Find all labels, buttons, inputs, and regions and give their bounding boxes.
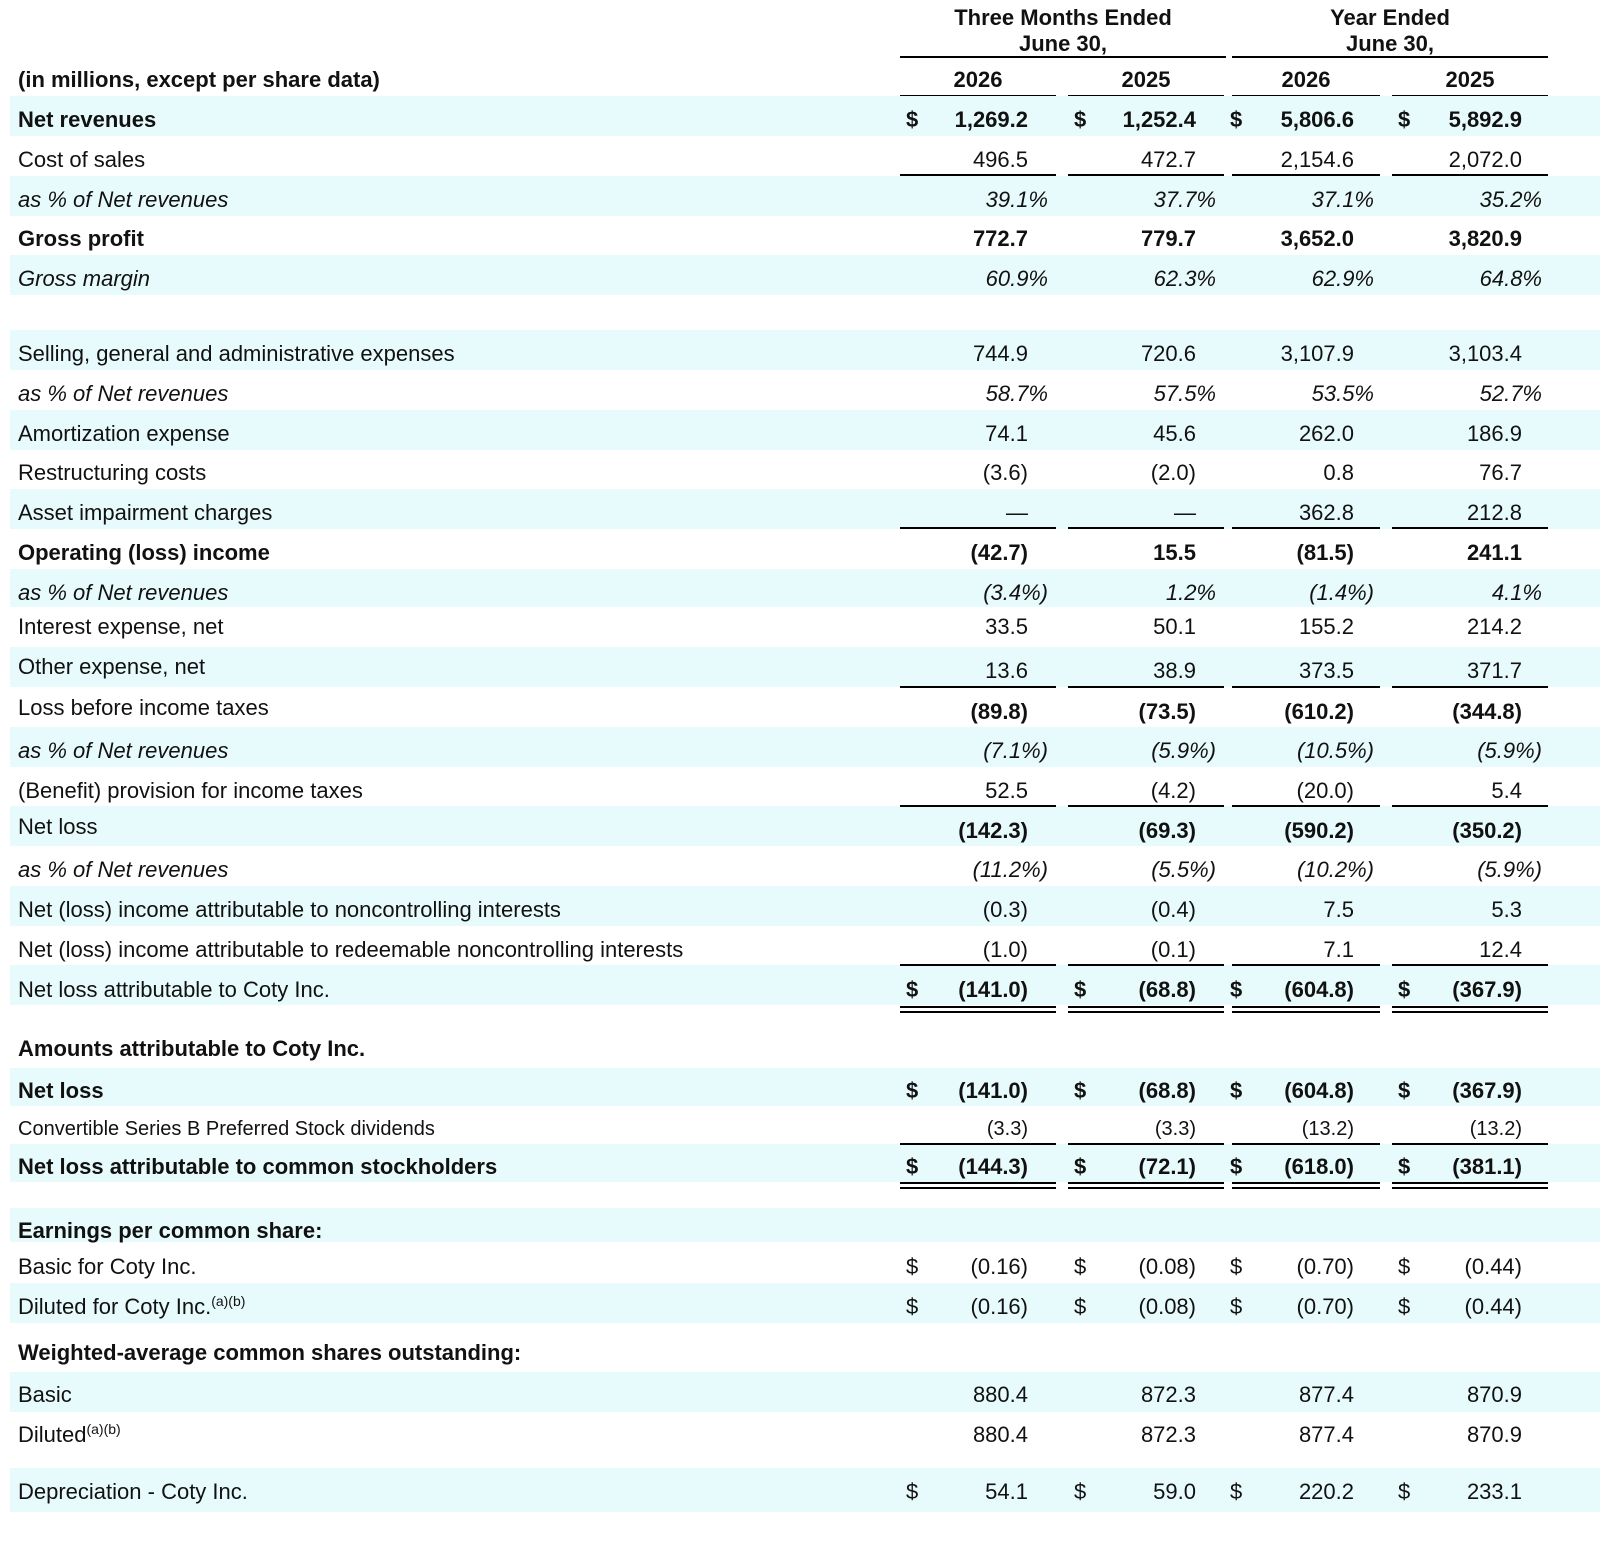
row-label bbox=[18, 147, 145, 173]
value-cell: 62.3% bbox=[1153, 266, 1216, 291]
subtotal-rule bbox=[1068, 174, 1224, 176]
subtotal-rule bbox=[1232, 686, 1380, 688]
value-cell: 2,072.0 bbox=[1448, 147, 1522, 172]
value-cell: (1.0) bbox=[982, 937, 1028, 962]
row-label bbox=[18, 695, 269, 721]
value-cell: (89.8) bbox=[970, 699, 1028, 724]
row-label bbox=[18, 1340, 521, 1366]
value-cell: 58.7% bbox=[985, 381, 1048, 406]
subtotal-rule bbox=[1232, 805, 1380, 807]
value-cell: (81.5) bbox=[1296, 540, 1354, 565]
value-cell: 2,154.6 bbox=[1280, 147, 1354, 172]
value-cell: (13.2) bbox=[1469, 1118, 1522, 1140]
currency-symbol: $ bbox=[906, 1479, 919, 1504]
value-cell: 0.8 bbox=[1323, 460, 1354, 485]
column-group-subtitle: June 30, bbox=[1345, 31, 1435, 56]
value-cell: 57.5% bbox=[1153, 381, 1216, 406]
row-label bbox=[18, 187, 228, 213]
value-cell: 371.7 bbox=[1466, 658, 1522, 683]
subtotal-rule bbox=[1232, 527, 1380, 529]
row-label bbox=[18, 107, 156, 133]
row-label bbox=[18, 1254, 197, 1280]
value-cell: (20.0) bbox=[1296, 778, 1354, 803]
row-label bbox=[18, 341, 455, 367]
value-cell: (0.16) bbox=[970, 1254, 1028, 1279]
row-label-text: Net revenues bbox=[18, 107, 157, 132]
row-label-text: Interest expense, net bbox=[18, 614, 224, 639]
column-year-header: 2025 bbox=[1445, 67, 1495, 92]
currency-symbol: $ bbox=[1074, 1254, 1087, 1279]
value-cell: (0.44) bbox=[1464, 1254, 1522, 1279]
value-cell: (0.44) bbox=[1464, 1294, 1522, 1319]
row-label-text: Selling, general and administrative expenses bbox=[18, 341, 455, 366]
value-cell: (0.70) bbox=[1296, 1254, 1354, 1279]
row-label bbox=[18, 1078, 104, 1104]
currency-symbol: $ bbox=[906, 1254, 919, 1279]
value-cell: 53.5% bbox=[1311, 381, 1374, 406]
row-label bbox=[18, 778, 363, 804]
row-label bbox=[18, 937, 683, 963]
column-year-header: 2026 bbox=[1281, 67, 1331, 92]
value-cell: 45.6 bbox=[1153, 421, 1196, 446]
subtotal-rule bbox=[1068, 527, 1224, 529]
value-cell: 7.1 bbox=[1323, 937, 1354, 962]
currency-symbol: $ bbox=[906, 977, 919, 1002]
subtotal-rule bbox=[1392, 527, 1548, 529]
currency-symbol: $ bbox=[906, 1078, 919, 1103]
value-cell: (42.7) bbox=[970, 540, 1028, 565]
subtotal-rule bbox=[1392, 686, 1548, 688]
value-cell: 241.1 bbox=[1466, 540, 1522, 565]
row-label-text: Gross profit bbox=[18, 226, 144, 251]
value-cell: 38.9 bbox=[1153, 658, 1196, 683]
value-cell: 5.3 bbox=[1491, 897, 1522, 922]
value-cell: (5.5%) bbox=[1151, 857, 1216, 882]
value-cell: (0.08) bbox=[1138, 1254, 1196, 1279]
subtotal-rule bbox=[1392, 174, 1548, 176]
value-cell: 1,252.4 bbox=[1122, 107, 1196, 132]
row-label-text: as % of Net revenues bbox=[18, 187, 229, 212]
value-cell: (10.5%) bbox=[1296, 738, 1374, 763]
value-cell: (367.9) bbox=[1452, 977, 1522, 1002]
value-cell: (350.2) bbox=[1452, 818, 1522, 843]
value-cell: 52.7% bbox=[1479, 381, 1542, 406]
value-cell: 220.2 bbox=[1298, 1479, 1354, 1504]
value-cell: — bbox=[1006, 500, 1028, 525]
value-cell: 870.9 bbox=[1466, 1422, 1522, 1447]
value-cell: (2.0) bbox=[1150, 460, 1196, 485]
row-label bbox=[18, 1294, 245, 1320]
value-cell: (0.16) bbox=[970, 1294, 1028, 1319]
row-label-text: (Benefit) provision for income taxes bbox=[18, 778, 363, 803]
value-cell: 872.3 bbox=[1140, 1382, 1196, 1407]
row-label-text: Basic bbox=[18, 1382, 72, 1407]
value-cell: (381.1) bbox=[1452, 1154, 1522, 1179]
row-label-text: Net (loss) income attributable to noncontrolling interests bbox=[18, 897, 561, 922]
row-label bbox=[18, 266, 150, 292]
row-label-text: Asset impairment charges bbox=[18, 500, 273, 525]
row-label bbox=[18, 1036, 365, 1062]
subtotal-rule bbox=[1232, 1143, 1380, 1145]
row-label-text: as % of Net revenues bbox=[18, 857, 229, 882]
row-label-text: Restructuring costs bbox=[18, 460, 207, 485]
value-cell: (73.5) bbox=[1138, 699, 1196, 724]
value-cell: 7.5 bbox=[1323, 897, 1354, 922]
row-label-text: as % of Net revenues bbox=[18, 580, 229, 605]
value-cell: 35.2% bbox=[1479, 187, 1542, 212]
row-label bbox=[18, 580, 228, 606]
value-cell: (590.2) bbox=[1284, 818, 1354, 843]
column-year-header: 2025 bbox=[1121, 67, 1171, 92]
row-label bbox=[18, 738, 228, 764]
column-group-subtitle: June 30, bbox=[1018, 31, 1108, 56]
currency-symbol: $ bbox=[1398, 1154, 1411, 1179]
value-cell: 15.5 bbox=[1153, 540, 1196, 565]
value-cell: 362.8 bbox=[1298, 500, 1354, 525]
subtotal-rule bbox=[900, 1143, 1056, 1145]
row-label bbox=[18, 614, 223, 640]
value-cell: 744.9 bbox=[972, 341, 1028, 366]
subtotal-rule bbox=[1232, 964, 1380, 966]
group-rule bbox=[1232, 56, 1548, 58]
currency-symbol: $ bbox=[906, 1294, 919, 1319]
row-label-text: Basic for Coty Inc. bbox=[18, 1254, 197, 1279]
value-cell: (5.9%) bbox=[1477, 857, 1542, 882]
value-cell: 496.5 bbox=[972, 147, 1028, 172]
row-label bbox=[18, 540, 270, 566]
value-cell: 5.4 bbox=[1491, 778, 1522, 803]
column-group-title: Three Months Ended bbox=[954, 5, 1172, 30]
subtotal-rule bbox=[1392, 964, 1548, 966]
value-cell: 155.2 bbox=[1298, 614, 1354, 639]
subtotal-rule bbox=[900, 805, 1056, 807]
total-double-rule bbox=[1068, 1182, 1224, 1189]
row-label bbox=[18, 857, 228, 883]
value-cell: (3.4%) bbox=[983, 580, 1048, 605]
row-label bbox=[18, 460, 206, 486]
value-cell: 1,269.2 bbox=[954, 107, 1028, 132]
value-cell: 54.1 bbox=[985, 1479, 1028, 1504]
row-label-text: Other expense, net bbox=[18, 654, 206, 679]
row-label-text: Amortization expense bbox=[18, 421, 230, 446]
footnote-marker: (a)(b) bbox=[86, 1421, 121, 1437]
value-cell: 12.4 bbox=[1479, 937, 1522, 962]
subtotal-rule bbox=[900, 174, 1056, 176]
value-cell: (3.3) bbox=[1154, 1118, 1196, 1140]
row-label-text: Net loss attributable to Coty Inc. bbox=[18, 977, 330, 1002]
value-cell: 59.0 bbox=[1153, 1479, 1196, 1504]
value-cell: (604.8) bbox=[1284, 1078, 1354, 1103]
row-label-text: Convertible Series B Preferred Stock dividends bbox=[18, 1118, 435, 1140]
value-cell: 37.7% bbox=[1153, 187, 1216, 212]
value-cell: (0.4) bbox=[1150, 897, 1196, 922]
value-cell: — bbox=[1174, 500, 1196, 525]
units-label: (in millions, except per share data) bbox=[18, 67, 380, 92]
currency-symbol: $ bbox=[1074, 107, 1087, 132]
value-cell: (618.0) bbox=[1284, 1154, 1354, 1179]
value-cell: 262.0 bbox=[1298, 421, 1354, 446]
currency-symbol: $ bbox=[1074, 1294, 1087, 1319]
total-double-rule bbox=[900, 1182, 1056, 1189]
value-cell: 186.9 bbox=[1466, 421, 1522, 446]
value-cell: (141.0) bbox=[958, 977, 1028, 1002]
value-cell: 373.5 bbox=[1298, 658, 1354, 683]
row-label-text: Depreciation - Coty Inc. bbox=[18, 1479, 248, 1504]
value-cell: (0.3) bbox=[982, 897, 1028, 922]
total-double-rule bbox=[1392, 1182, 1548, 1189]
value-cell: (3.3) bbox=[986, 1118, 1028, 1140]
row-label-text: as % of Net revenues bbox=[18, 738, 229, 763]
row-label bbox=[18, 381, 228, 407]
row-label bbox=[18, 1422, 121, 1448]
value-cell: 3,103.4 bbox=[1448, 341, 1522, 366]
value-cell: 5,806.6 bbox=[1280, 107, 1354, 132]
value-cell: (0.70) bbox=[1296, 1294, 1354, 1319]
row-label bbox=[18, 977, 330, 1003]
row-label-text: Diluted for Coty Inc. bbox=[18, 1294, 212, 1319]
currency-symbol: $ bbox=[1398, 1479, 1411, 1504]
row-label bbox=[18, 1479, 248, 1505]
value-cell: (0.1) bbox=[1150, 937, 1196, 962]
row-label-text: Loss before income taxes bbox=[18, 695, 269, 720]
row-label bbox=[18, 897, 561, 923]
row-label bbox=[18, 654, 205, 680]
row-label-text: Gross margin bbox=[18, 266, 151, 291]
value-cell: 50.1 bbox=[1153, 614, 1196, 639]
row-label bbox=[18, 814, 97, 840]
footnote-marker: (a)(b) bbox=[211, 1293, 246, 1309]
subtotal-rule bbox=[1232, 174, 1380, 176]
currency-symbol: $ bbox=[1230, 977, 1243, 1002]
currency-symbol: $ bbox=[1230, 1154, 1243, 1179]
currency-symbol: $ bbox=[1398, 1254, 1411, 1279]
value-cell: 212.8 bbox=[1466, 500, 1522, 525]
value-cell: 472.7 bbox=[1140, 147, 1196, 172]
value-cell: 1.2% bbox=[1165, 580, 1216, 605]
row-label-text: Net loss bbox=[18, 814, 98, 839]
currency-symbol: $ bbox=[1074, 1078, 1087, 1103]
value-cell: 4.1% bbox=[1491, 580, 1542, 605]
currency-symbol: $ bbox=[1230, 1254, 1243, 1279]
row-label bbox=[18, 226, 144, 252]
value-cell: 3,652.0 bbox=[1280, 226, 1354, 251]
row-label-text: Diluted bbox=[18, 1422, 87, 1447]
value-cell: 880.4 bbox=[972, 1422, 1028, 1447]
total-double-rule bbox=[1068, 1006, 1224, 1013]
currency-symbol: $ bbox=[1398, 107, 1411, 132]
currency-symbol: $ bbox=[1230, 107, 1243, 132]
currency-symbol: $ bbox=[1230, 1078, 1243, 1103]
value-cell: 62.9% bbox=[1311, 266, 1374, 291]
value-cell: 64.8% bbox=[1479, 266, 1542, 291]
column-year-header: 2026 bbox=[953, 67, 1003, 92]
subtotal-rule bbox=[1068, 964, 1224, 966]
value-cell: (367.9) bbox=[1452, 1078, 1522, 1103]
value-cell: 76.7 bbox=[1479, 460, 1522, 485]
row-label-text: Net (loss) income attributable to redeemable noncontrolling interests bbox=[18, 937, 684, 962]
value-cell: 877.4 bbox=[1298, 1422, 1354, 1447]
subtotal-rule bbox=[1068, 686, 1224, 688]
value-cell: 880.4 bbox=[972, 1382, 1028, 1407]
currency-symbol: $ bbox=[906, 1154, 919, 1179]
currency-symbol: $ bbox=[1230, 1294, 1243, 1319]
value-cell: 33.5 bbox=[985, 614, 1028, 639]
subtotal-rule bbox=[900, 964, 1056, 966]
value-cell: 779.7 bbox=[1140, 226, 1196, 251]
group-rule bbox=[900, 56, 1226, 58]
value-cell: (141.0) bbox=[958, 1078, 1028, 1103]
value-cell: 233.1 bbox=[1466, 1479, 1522, 1504]
value-cell: (10.2%) bbox=[1296, 857, 1374, 882]
currency-symbol: $ bbox=[1074, 977, 1087, 1002]
value-cell: (1.4%) bbox=[1309, 580, 1374, 605]
value-cell: 720.6 bbox=[1140, 341, 1196, 366]
value-cell: 872.3 bbox=[1140, 1422, 1196, 1447]
value-cell: (142.3) bbox=[958, 818, 1028, 843]
value-cell: (5.9%) bbox=[1477, 738, 1542, 763]
subtotal-rule bbox=[1068, 805, 1224, 807]
row-label bbox=[18, 1154, 497, 1180]
value-cell: 214.2 bbox=[1466, 614, 1522, 639]
row-label-text: Net loss bbox=[18, 1078, 104, 1103]
value-cell: 3,820.9 bbox=[1448, 226, 1522, 251]
value-cell: 52.5 bbox=[985, 778, 1028, 803]
subtotal-rule bbox=[900, 686, 1056, 688]
value-cell: 870.9 bbox=[1466, 1382, 1522, 1407]
value-cell: (11.2%) bbox=[972, 857, 1048, 882]
subtotal-rule bbox=[1068, 1143, 1224, 1145]
currency-symbol: $ bbox=[1398, 977, 1411, 1002]
currency-symbol: $ bbox=[1230, 1479, 1243, 1504]
value-cell: 39.1% bbox=[985, 187, 1048, 212]
row-label-text: Net loss attributable to common stockholders bbox=[18, 1154, 498, 1179]
subtotal-rule bbox=[1392, 1143, 1548, 1145]
value-cell: (144.3) bbox=[958, 1154, 1028, 1179]
value-cell: (68.8) bbox=[1138, 1078, 1196, 1103]
column-group-title: Year Ended bbox=[1330, 5, 1450, 30]
currency-symbol: $ bbox=[1398, 1078, 1411, 1103]
row-label-text: Amounts attributable to Coty Inc. bbox=[18, 1036, 366, 1061]
value-cell: 13.6 bbox=[985, 658, 1028, 683]
value-cell: (72.1) bbox=[1138, 1154, 1196, 1179]
row-label-text: as % of Net revenues bbox=[18, 381, 229, 406]
value-cell: 877.4 bbox=[1298, 1382, 1354, 1407]
value-cell: (4.2) bbox=[1150, 778, 1196, 803]
value-cell: (68.8) bbox=[1138, 977, 1196, 1002]
row-label-text: Weighted-average common shares outstanding: bbox=[18, 1340, 522, 1365]
subtotal-rule bbox=[900, 527, 1056, 529]
currency-symbol: $ bbox=[1074, 1479, 1087, 1504]
value-cell: 772.7 bbox=[972, 226, 1028, 251]
value-cell: 5,892.9 bbox=[1448, 107, 1522, 132]
value-cell: (69.3) bbox=[1138, 818, 1196, 843]
value-cell: 74.1 bbox=[985, 421, 1028, 446]
subtotal-rule bbox=[1392, 805, 1548, 807]
currency-symbol: $ bbox=[1398, 1294, 1411, 1319]
row-label bbox=[18, 421, 230, 447]
row-label bbox=[18, 500, 272, 526]
total-double-rule bbox=[1392, 1006, 1548, 1013]
total-double-rule bbox=[1232, 1006, 1380, 1013]
value-cell: (5.9%) bbox=[1151, 738, 1216, 763]
row-label bbox=[18, 1382, 72, 1408]
value-cell: 37.1% bbox=[1311, 187, 1374, 212]
row-label-text: Earnings per common share: bbox=[18, 1218, 323, 1243]
value-cell: (7.1%) bbox=[983, 738, 1048, 763]
value-cell: (604.8) bbox=[1284, 977, 1354, 1002]
row-label-text: Cost of sales bbox=[18, 147, 146, 172]
value-cell: 60.9% bbox=[985, 266, 1048, 291]
value-cell: (610.2) bbox=[1284, 699, 1354, 724]
row-label bbox=[18, 1218, 322, 1244]
value-cell: (3.6) bbox=[982, 460, 1028, 485]
row-label-text: Operating (loss) income bbox=[18, 540, 270, 565]
total-double-rule bbox=[1232, 1182, 1380, 1189]
currency-symbol: $ bbox=[1074, 1154, 1087, 1179]
total-double-rule bbox=[900, 1006, 1056, 1013]
value-cell: 3,107.9 bbox=[1280, 341, 1354, 366]
value-cell: (13.2) bbox=[1301, 1118, 1354, 1140]
row-label bbox=[18, 1116, 435, 1142]
currency-symbol: $ bbox=[906, 107, 919, 132]
value-cell: (0.08) bbox=[1138, 1294, 1196, 1319]
value-cell: (344.8) bbox=[1452, 699, 1522, 724]
